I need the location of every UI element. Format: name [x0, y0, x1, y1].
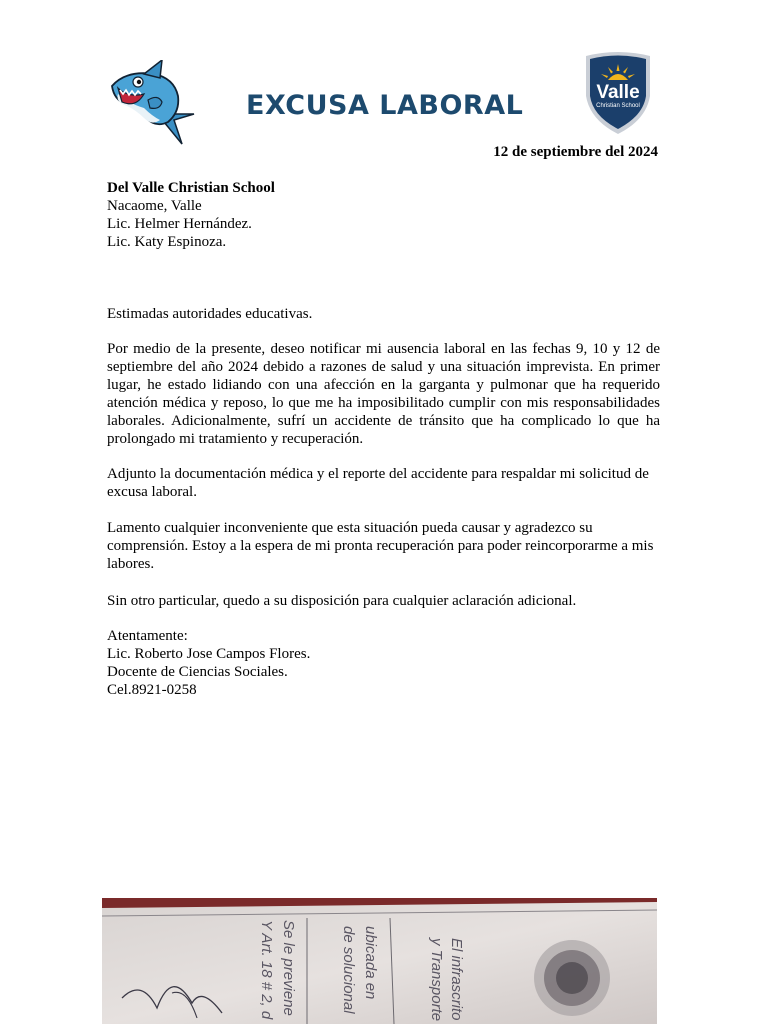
- signature-closing: Atentamente:: [107, 628, 188, 644]
- recipient-person-2: Lic. Katy Espinoza.: [107, 234, 227, 250]
- school-shield-logo: [580, 50, 656, 136]
- photo-line-3: ubicada en: [362, 926, 379, 1000]
- photo-line-1: El infrascrito: [448, 938, 465, 1021]
- recipient-location: Nacaome, Valle: [107, 198, 202, 214]
- recipient-school: Del Valle Christian School: [107, 180, 275, 196]
- school-tagline: Christian School: [596, 103, 640, 109]
- attached-document-photo: [102, 898, 657, 1024]
- paragraph-attachments: Adjunto la documentación médica y el reporte del accidente para respaldar mi solicitud de excusa laboral.: [107, 466, 649, 500]
- signature-block: [107, 627, 310, 699]
- signature-name: Lic. Roberto Jose Campos Flores.: [107, 646, 311, 662]
- signature-phone: Cel.8921-0258: [107, 682, 197, 698]
- recipient-block: [107, 179, 667, 251]
- recipient-person-1: Lic. Helmer Hernández.: [107, 216, 252, 232]
- photo-line-6: Y Art. 18 # 2, d: [258, 920, 275, 1020]
- photo-line-4: de solucional: [340, 926, 357, 1014]
- paragraph-apology: Lamento cualquier inconveniente que esta situación pueda causar y agradezco su comprensión. Estoy a la espera de mi pronta recuperación para poder reincorporarme a mis labores.: [107, 520, 654, 572]
- photo-line-5: Se le previene: [280, 920, 297, 1016]
- letter-date: 12 de septiembre del 2024: [493, 144, 658, 160]
- signature-role: Docente de Ciencias Sociales.: [107, 664, 288, 680]
- document-title: EXCUSA LABORAL: [246, 90, 524, 121]
- photo-line-2: y Transporte: [428, 938, 445, 1022]
- greeting: Estimadas autoridades educativas.: [107, 306, 313, 322]
- school-wordmark: Valle: [596, 82, 640, 103]
- paragraph-absence-reason: Por medio de la presente, deseo notificar mi ausencia laboral en las fechas 9, 10 y 12 de septiembre del año 2024 debido a razones de salud y una situación imprevista. En primer lugar, he estado lidiando con una afección en la garganta y pulmonar que ha requerido atención médica y reposo, lo que me ha imposibilitado cumplir con mis responsabilidades laborales. Adicionalmente, sufrí un accidente de tránsito que ha complicado lo que ha prolongado mi tratamiento y recuperación.: [107, 341, 660, 447]
- paragraph-closing: Sin otro particular, quedo a su disposición para cualquier aclaración adicional.: [107, 593, 577, 609]
- shark-mascot-logo: [104, 60, 196, 148]
